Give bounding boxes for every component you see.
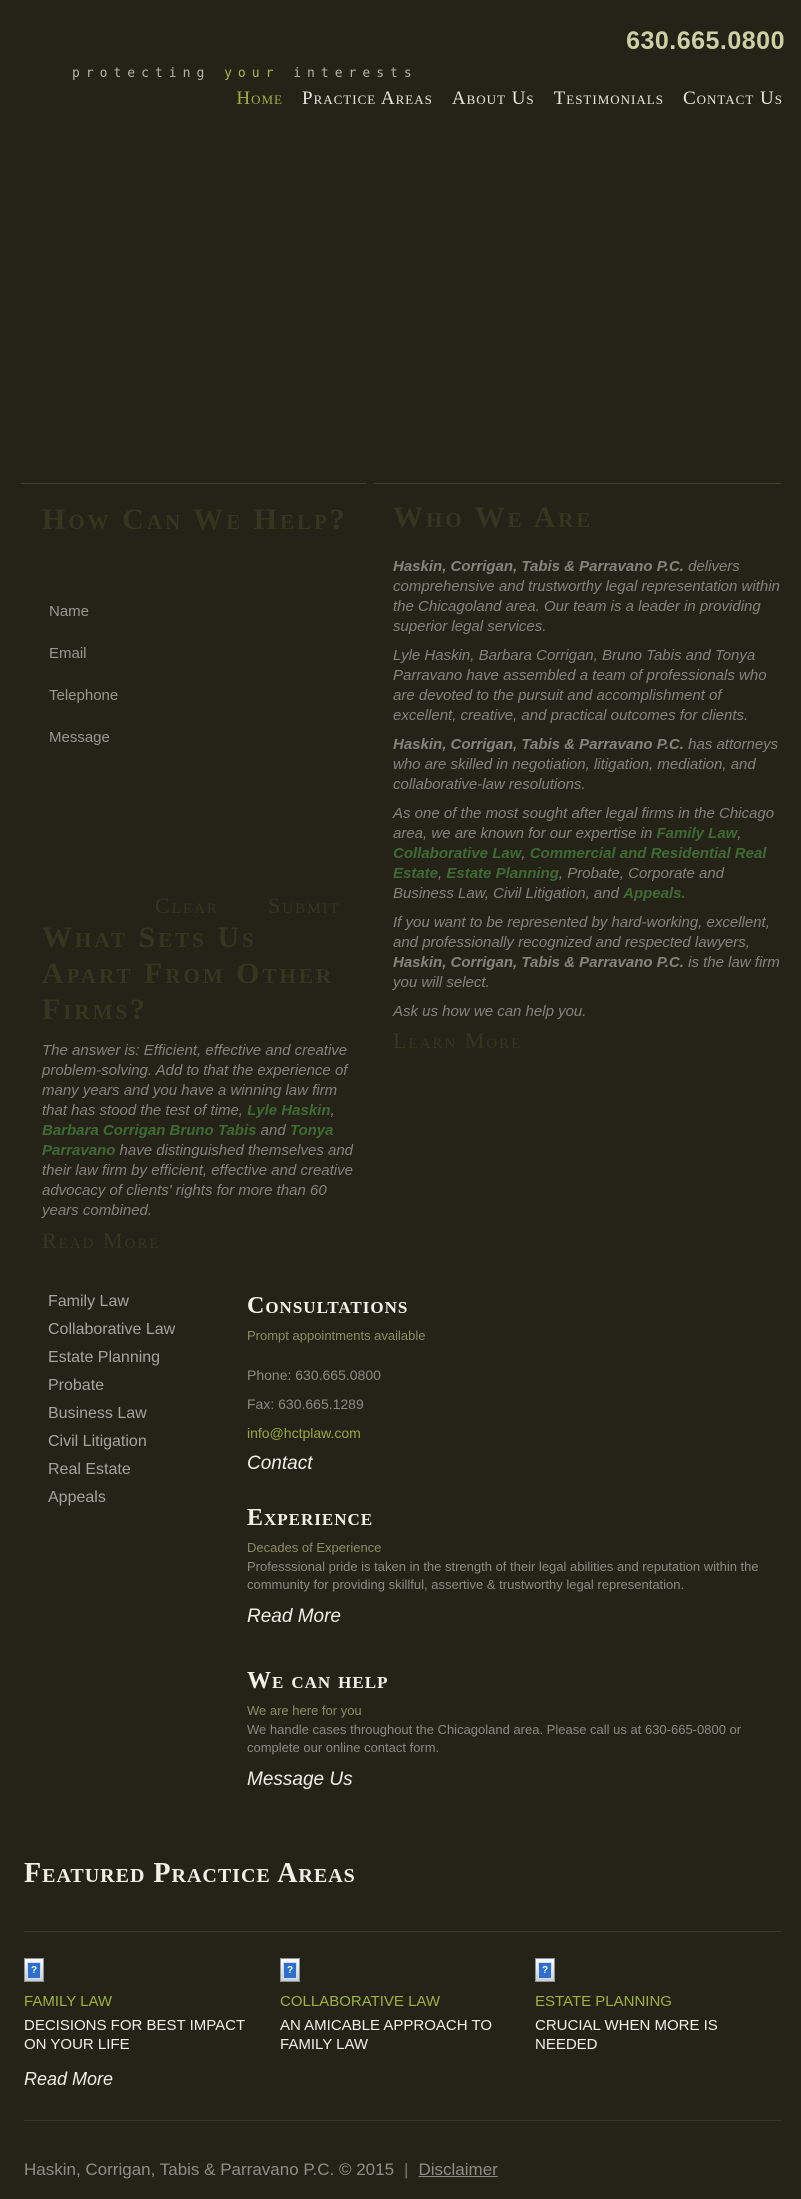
inline-link[interactable]: Barbara Corrigan Bruno Tabis xyxy=(42,1122,257,1139)
email-input[interactable] xyxy=(49,663,323,683)
nav-item-testimonials[interactable]: Testimonials xyxy=(553,88,664,109)
how-can-we-help-heading: How Can We Help? xyxy=(42,503,348,536)
featured-column-collaborative-law xyxy=(280,1958,520,2054)
featured-column-family-law xyxy=(24,1958,264,2090)
featured-practice-areas-heading: Featured Practice Areas xyxy=(24,1858,356,1889)
inline-link[interactable]: Estate Planning xyxy=(446,865,559,882)
tagline-pre: protecting xyxy=(72,66,225,81)
text-segment: have distinguished themselves and their law firm by efficient, effective and creative advocacy of clients' rights for more than 60 years combined. xyxy=(42,1142,354,1219)
text-segment: , xyxy=(330,1102,335,1119)
nav-item-home[interactable]: Home xyxy=(236,88,283,109)
text-segment: has attorneys who are skilled in negotiation, litigation, mediation, and collaborative-law resolutions. xyxy=(393,736,779,793)
practice-link-collaborative-law[interactable]: Collaborative Law xyxy=(48,1321,176,1338)
message-us-link[interactable]: Message Us xyxy=(247,1769,353,1790)
inline-link[interactable]: Appeals. xyxy=(623,885,686,902)
featured-collaborative-law-title[interactable]: COLLABORATIVE LAW xyxy=(280,1993,441,2010)
practice-link-real-estate[interactable]: Real Estate xyxy=(48,1461,131,1478)
text-segment: and xyxy=(256,1122,290,1139)
who-paragraph-5 xyxy=(393,913,785,993)
name-field-label: Name xyxy=(49,603,90,620)
telephone-field-label: Telephone xyxy=(49,687,119,704)
featured-column-estate-planning xyxy=(535,1958,781,2054)
apart-read-more-link[interactable]: Read More xyxy=(42,1228,161,1253)
inline-link[interactable]: Family Law xyxy=(656,825,738,842)
footer-disclaimer-link[interactable]: Disclaimer xyxy=(418,2160,498,2179)
experience-section xyxy=(247,1505,781,1628)
footer-divider xyxy=(24,2120,781,2121)
consultations-subheading: Prompt appointments available xyxy=(247,1328,426,1343)
consultations-fax: Fax: 630.665.1289 xyxy=(247,1396,364,1412)
who-we-are-paragraphs xyxy=(393,557,785,1031)
experience-read-more-link[interactable]: Read More xyxy=(247,1606,341,1627)
text-segment: , Probate, Corporate and Business Law, Civil Litigation, and xyxy=(393,865,725,902)
text-segment: Lyle Haskin, Barbara Corrigan, Bruno Tabis and Tonya Parravano have assembled a team of professionals who are devoted to the pursuit and accomplishment of excellent, creative, and practical outcomes for clients. xyxy=(393,647,767,724)
text-segment: The answer is: Efficient, effective and creative problem-solving. Add to that the experience of many years and you have a winning law firm that has stood the test of time, xyxy=(42,1042,348,1119)
tagline-post: interests xyxy=(279,66,418,81)
we-can-help-heading: We can help xyxy=(247,1668,389,1694)
experience-body: Professsional pride is taken in the strength of their legal abilities and reputation within the community for providing skillful, assertive & trustworthy legal representation. xyxy=(247,1559,759,1592)
nav-item-practice-areas[interactable]: Practice Areas xyxy=(302,88,433,109)
we-can-help-body: We handle cases throughout the Chicagoland area. Please call us at 630-665-0800 or complete our online contact form. xyxy=(247,1722,742,1755)
consultations-email-link[interactable]: info@hctplaw.com xyxy=(247,1425,361,1441)
footer-separator: | xyxy=(404,2160,409,2179)
clear-button[interactable]: Clear xyxy=(155,893,219,918)
footer xyxy=(24,2160,498,2180)
inline-link[interactable]: Collaborative Law xyxy=(393,845,522,862)
practice-link-estate-planning[interactable]: Estate Planning xyxy=(48,1349,161,1366)
who-paragraph-1 xyxy=(393,557,785,637)
message-field-label: Message xyxy=(49,729,110,746)
inline-link[interactable]: Tonya Parravano xyxy=(42,1122,334,1159)
question-mark-icon: ? xyxy=(538,1962,552,1979)
text-segment: Haskin, Corrigan, Tabis & Parravano P.C. xyxy=(393,558,684,575)
apart-paragraph xyxy=(42,1041,366,1221)
featured-estate-planning-desc: CRUCIAL WHEN MORE IS NEEDED xyxy=(535,2017,718,2053)
consultations-heading: Consultations xyxy=(247,1293,409,1319)
who-paragraph-3 xyxy=(393,735,785,795)
text-segment: If you want to be represented by hard-working, excellent, and professionally recognized and respected lawyers, xyxy=(393,914,770,951)
consultations-section xyxy=(247,1293,781,1475)
main-nav xyxy=(236,88,783,110)
consultations-phone: Phone: 630.665.0800 xyxy=(247,1367,381,1383)
who-paragraph-2 xyxy=(393,646,785,726)
what-sets-us-apart-heading: What Sets Us Apart From Other Firms? xyxy=(42,921,335,1026)
tagline-highlight: your xyxy=(224,66,280,81)
right-column-divider xyxy=(374,483,781,484)
we-can-help-subheading: We are here for you xyxy=(247,1703,362,1718)
learn-more-link[interactable]: Learn More xyxy=(393,1028,523,1053)
left-column-divider xyxy=(21,483,366,484)
header-phone-number: 630.665.0800 xyxy=(626,27,785,55)
featured-divider xyxy=(24,1931,781,1932)
broken-image-icon xyxy=(24,1958,44,1982)
text-segment: is the law firm you will select. xyxy=(393,954,780,991)
featured-read-more-link[interactable]: Read More xyxy=(24,2069,114,2089)
text-segment: Ask us how we can help you. xyxy=(393,1003,587,1020)
telephone-input[interactable] xyxy=(49,705,323,725)
text-segment: , xyxy=(438,865,447,882)
featured-estate-planning-title[interactable]: ESTATE PLANNING xyxy=(535,1993,672,2010)
broken-image-icon xyxy=(280,1958,300,1982)
contact-link[interactable]: Contact xyxy=(247,1453,313,1474)
inline-link[interactable]: Commercial and Residential Real Estate xyxy=(393,845,767,882)
inline-link[interactable]: Lyle Haskin xyxy=(247,1102,331,1119)
footer-copyright: Haskin, Corrigan, Tabis & Parravano P.C. © 2015 xyxy=(24,2160,395,2179)
practice-link-family-law[interactable]: Family Law xyxy=(48,1293,129,1310)
text-segment: Haskin, Corrigan, Tabis & Parravano P.C. xyxy=(393,736,684,753)
text-segment: delivers comprehensive and trustworthy legal representation within the Chicagoland area. Our team is a leader in providing superior legal services. xyxy=(393,558,780,635)
practice-link-civil-litigation[interactable]: Civil Litigation xyxy=(48,1433,147,1450)
nav-item-contact-us[interactable]: Contact Us xyxy=(682,88,783,109)
we-can-help-section xyxy=(247,1668,781,1791)
question-mark-icon: ? xyxy=(283,1962,297,1979)
who-paragraph-6 xyxy=(393,1002,785,1022)
practice-link-probate[interactable]: Probate xyxy=(48,1377,105,1394)
tagline xyxy=(72,66,418,81)
name-input[interactable] xyxy=(49,621,323,641)
practice-link-business-law[interactable]: Business Law xyxy=(48,1405,147,1422)
text-segment: , xyxy=(737,825,742,842)
who-paragraph-4 xyxy=(393,804,785,904)
question-mark-icon: ? xyxy=(27,1962,41,1979)
featured-collaborative-law-desc: AN AMICABLE APPROACH TO FAMILY LAW xyxy=(280,2017,493,2053)
featured-family-law-title[interactable]: FAMILY LAW xyxy=(24,1993,113,2010)
submit-button[interactable]: Submit xyxy=(268,893,341,918)
email-field-label: Email xyxy=(49,645,87,662)
practice-link-appeals[interactable]: Appeals xyxy=(48,1489,106,1506)
message-textarea[interactable] xyxy=(49,749,323,889)
text-segment: , xyxy=(521,845,530,862)
experience-subheading: Decades of Experience xyxy=(247,1540,382,1555)
text-segment: As one of the most sought after legal firms in the Chicago area, we are known for our expertise in xyxy=(393,805,775,842)
text-segment: Haskin, Corrigan, Tabis & Parravano P.C. xyxy=(393,954,684,971)
who-we-are-heading: Who We Are xyxy=(393,501,594,534)
nav-item-about-us[interactable]: About Us xyxy=(451,88,535,109)
broken-image-icon xyxy=(535,1958,555,1982)
featured-family-law-desc: DECISIONS FOR BEST IMPACT ON YOUR LIFE xyxy=(24,2017,245,2053)
experience-heading: Experience xyxy=(247,1505,374,1531)
practice-areas-list xyxy=(48,1288,175,1512)
